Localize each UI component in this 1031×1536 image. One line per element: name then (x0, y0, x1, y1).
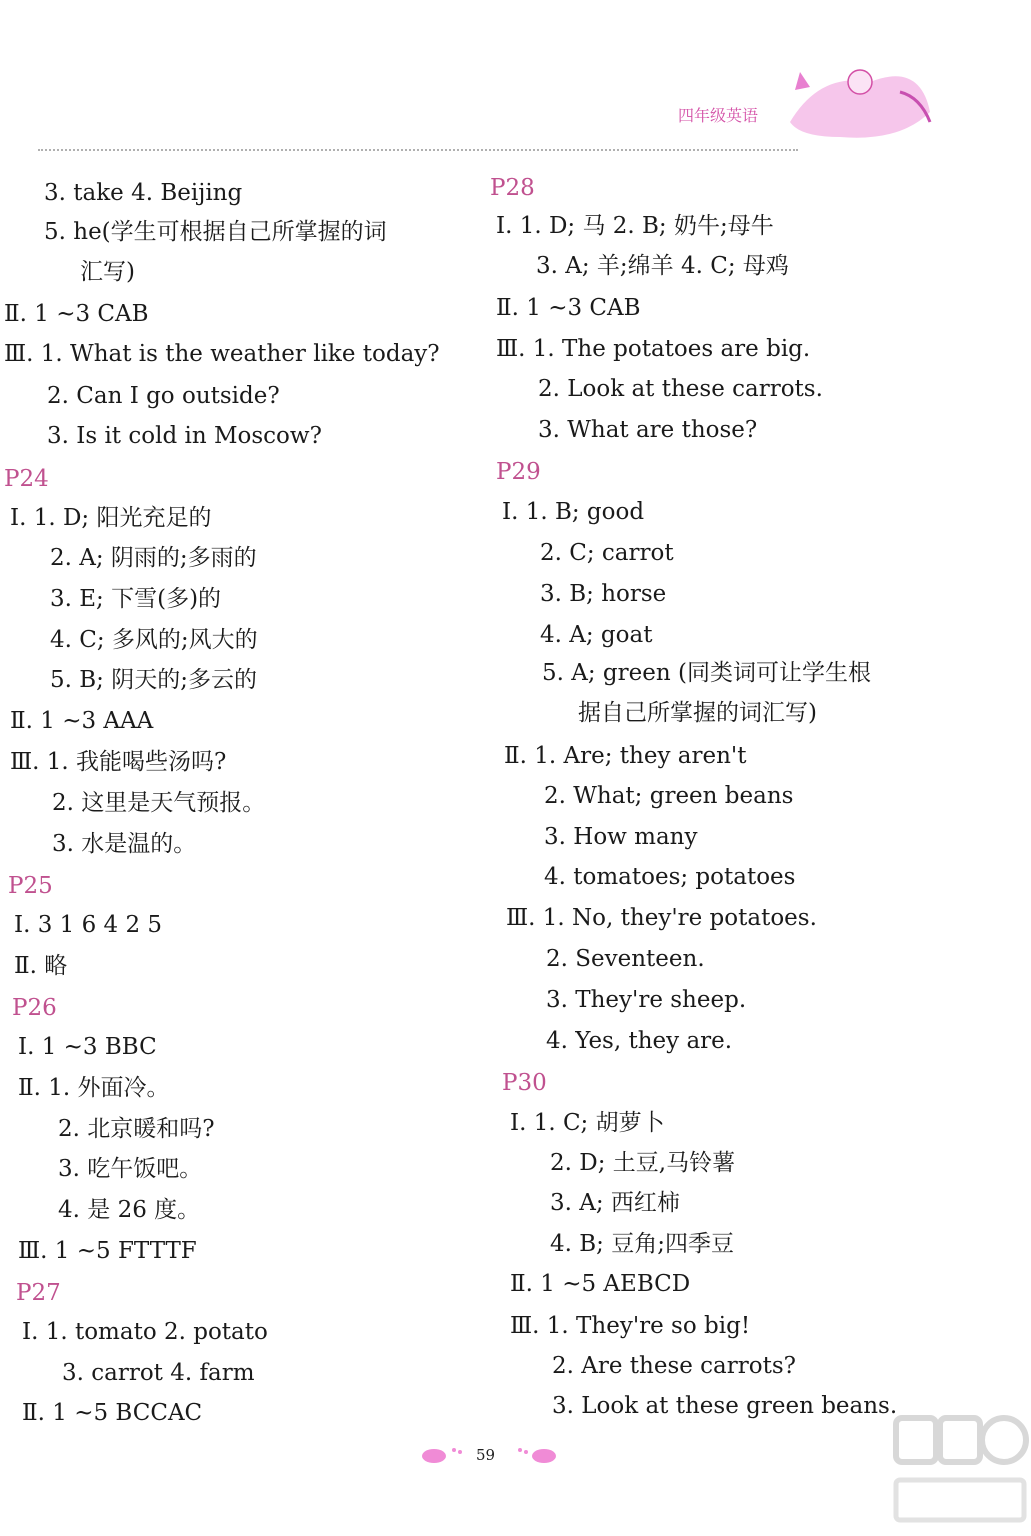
answer-line: 3. They're sheep. (546, 987, 747, 1013)
header-divider (38, 149, 798, 151)
answer-line: Ⅲ. 1. What is the weather like today? (4, 341, 440, 367)
answer-line: 3. B; horse (540, 581, 667, 607)
answer-line: 5. he(学生可根据自己所掌握的词 (44, 219, 387, 245)
answer-line: Ⅰ. 1. tomato 2. potato (22, 1319, 268, 1345)
answer-line: Ⅱ. 略 (14, 953, 68, 979)
answer-line: Ⅰ. 1 ~3 BBC (18, 1034, 157, 1060)
answer-line: 3. 水是温的。 (52, 831, 197, 857)
answer-line: Ⅱ. 1. 外面冷。 (18, 1075, 170, 1101)
answer-line: Ⅰ. 1. D; 马 2. B; 奶牛;母牛 (496, 213, 774, 239)
answer-line: 4. A; goat (540, 622, 653, 648)
answer-line: 3. What are those? (538, 417, 758, 443)
answer-line: 2. C; carrot (540, 540, 674, 566)
answer-line: 2. Look at these carrots. (538, 376, 823, 402)
answer-line: Ⅱ. 1 ~5 AEBCD (510, 1271, 691, 1297)
answer-line: 3. E; 下雪(多)的 (50, 586, 222, 612)
answer-line: 3. carrot 4. farm (62, 1360, 255, 1386)
answer-line: 2. 北京暖和吗? (58, 1116, 215, 1142)
section-heading: P25 (8, 873, 53, 899)
answer-line: Ⅱ. 1 ~5 BCCAC (22, 1400, 203, 1426)
section-heading: P29 (496, 459, 541, 485)
answer-line: 5. A; green (同类词可让学生根 (542, 660, 871, 686)
section-heading: P24 (4, 466, 49, 492)
answer-line: Ⅲ. 1. The potatoes are big. (496, 336, 811, 362)
header-cartoon-icon (780, 52, 940, 142)
answer-site-watermark-icon (890, 1410, 1030, 1530)
answer-line: 3. take 4. Beijing (44, 180, 243, 206)
answer-line: 2. Can I go outside? (47, 383, 280, 409)
answer-line: 5. B; 阴天的;多云的 (50, 667, 257, 693)
page-number: 59 (476, 1446, 496, 1464)
answer-line: 4. Yes, they are. (546, 1028, 733, 1054)
section-heading: P28 (490, 175, 535, 201)
answer-line: 4. tomatoes; potatoes (544, 864, 796, 890)
answer-line: 2. 这里是天气预报。 (52, 790, 266, 816)
answer-line: Ⅱ. 1 ~3 CAB (496, 295, 641, 321)
answer-line: 2. What; green beans (544, 783, 794, 809)
answer-line: Ⅱ. 1 ~3 AAA (10, 708, 154, 734)
answer-line: Ⅰ. 1. B; good (502, 499, 645, 525)
answer-line: 3. Look at these green beans. (552, 1393, 898, 1419)
section-heading: P30 (502, 1070, 547, 1096)
answer-line: 3. Is it cold in Moscow? (47, 423, 322, 449)
answer-line: Ⅲ. 1 ~5 FTTTF (18, 1238, 197, 1264)
answer-line: 3. A; 羊;绵羊 4. C; 母鸡 (536, 253, 789, 279)
answer-line: 2. D; 土豆,马铃薯 (550, 1150, 736, 1176)
answer-line: Ⅱ. 1 ~3 CAB (4, 301, 149, 327)
answer-line: 3. How many (544, 824, 698, 850)
answer-line: Ⅲ. 1. 我能喝些汤吗? (10, 749, 227, 775)
answer-line: 2. Seventeen. (546, 946, 705, 972)
answer-line: Ⅲ. 1. They're so big! (510, 1313, 751, 1339)
answer-line: 3. 吃午饭吧。 (58, 1156, 203, 1182)
answer-line: Ⅱ. 1. Are; they aren't (504, 743, 747, 769)
section-heading: P27 (16, 1280, 61, 1306)
answer-line: 4. C; 多风的;风大的 (50, 627, 258, 653)
section-heading: P26 (12, 995, 57, 1021)
answer-line: 2. A; 阴雨的;多雨的 (50, 545, 257, 571)
answer-line: 2. Are these carrots? (552, 1353, 796, 1379)
header-title: 四年级英语 (678, 106, 759, 125)
answer-line: Ⅰ. 1. C; 胡萝卜 (510, 1110, 665, 1136)
answer-line: 汇写) (80, 259, 135, 285)
answer-line: Ⅰ. 3 1 6 4 2 5 (14, 912, 163, 938)
answer-line: 4. B; 豆角;四季豆 (550, 1231, 734, 1257)
answer-line: Ⅰ. 1. D; 阳光充足的 (10, 505, 212, 531)
answer-line: Ⅲ. 1. No, they're potatoes. (506, 905, 817, 931)
answer-line: 3. A; 西红柿 (550, 1190, 680, 1216)
answer-line: 4. 是 26 度。 (58, 1197, 201, 1223)
answer-line: 据自己所掌握的词汇写) (578, 700, 817, 726)
